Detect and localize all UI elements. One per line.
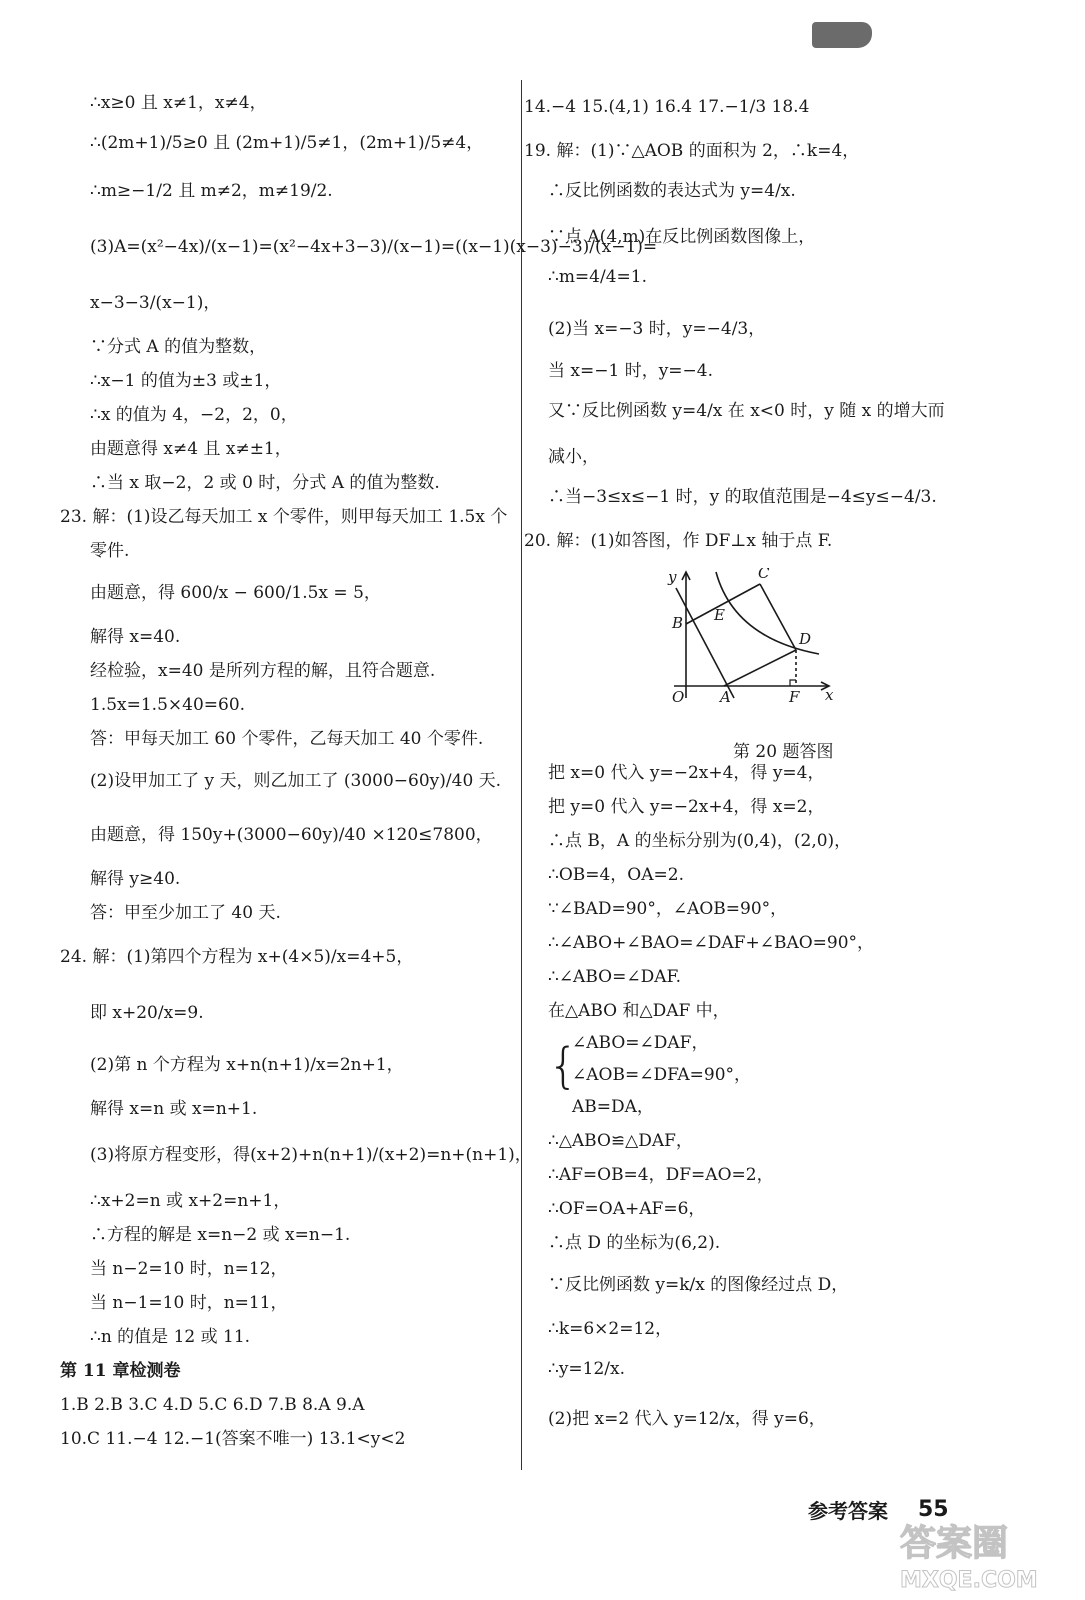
text-line: 又∵反比例函数 y=4/x 在 x<0 时，y 随 x 的增大而 <box>548 401 945 421</box>
text-line: 零件. <box>90 541 130 561</box>
text-line: ∴x 的值为 4，−2，2，0， <box>90 405 298 425</box>
text-line: AB=DA， <box>572 1097 654 1117</box>
column-divider <box>521 80 522 1470</box>
text-line: 由题意得 x≠4 且 x≠±1， <box>90 439 292 459</box>
text-line: ∴方程的解是 x=n−2 或 x=n−1. <box>90 1225 351 1245</box>
text-line: 在△ABO 和△DAF 中， <box>548 1001 730 1021</box>
label-f: F <box>789 688 800 706</box>
text-line: 解得 x=40. <box>90 627 181 647</box>
label-x: x <box>825 686 834 704</box>
text-line: ∴点 D 的坐标为(6,2). <box>548 1233 721 1253</box>
text-line: 把 y=0 代入 y=−2x+4，得 x=2， <box>548 797 825 817</box>
text-line: ∵分式 A 的值为整数， <box>90 337 267 357</box>
text-line: ∵∠BAD=90°，∠AOB=90°， <box>548 899 788 919</box>
geometry-figure <box>664 568 844 708</box>
question-20: 20. 解：(1)如答图，作 DF⊥x 轴于点 F. <box>524 531 833 551</box>
text-line: ∴x+2=n 或 x+2=n+1， <box>90 1191 291 1211</box>
text-line: ∴x≥0 且 x≠1，x≠4， <box>90 93 267 113</box>
answer-line: 1.B 2.B 3.C 4.D 5.C 6.D 7.B 8.A 9.A <box>60 1395 365 1415</box>
text-line: ∴△ABO≌△DAF， <box>548 1131 693 1151</box>
label-o: O <box>672 688 685 706</box>
text-line: 当 x=−1 时，y=−4. <box>548 361 714 381</box>
section-heading: 第 11 章检测卷 <box>60 1361 181 1381</box>
svg-text:答案圈: 答案圈 <box>900 1523 1009 1564</box>
text-line: ∴当 x 取−2，2 或 0 时，分式 A 的值为整数. <box>90 473 440 493</box>
label-d: D <box>799 630 812 648</box>
text-line: ∴反比例函数的表达式为 y=4/x. <box>548 181 796 201</box>
figure-caption: 第 20 题答图 <box>733 742 834 762</box>
text-line: x−3−3/(x−1)， <box>90 293 221 313</box>
text-line: ∴∠ABO=∠DAF. <box>548 967 682 987</box>
label-a: A <box>720 688 731 706</box>
text-line: ∴OF=OA+AF=6， <box>548 1199 706 1219</box>
page-number: 55 <box>918 1497 949 1522</box>
text-line: ∴(2m+1)/5≥0 且 (2m+1)/5≠1，(2m+1)/5≠4， <box>90 133 484 153</box>
text-line: ∵点 A(4,m)在反比例函数图像上， <box>548 227 816 247</box>
text-line: ∴当−3≤x≤−1 时，y 的取值范围是−4≤y≤−4/3. <box>548 487 937 507</box>
label-e: E <box>714 606 725 624</box>
label-c: C <box>758 568 770 582</box>
text-line: 解得 x=n 或 x=n+1. <box>90 1099 258 1119</box>
answer-line: 10.C 11.−4 12.−1(答案不唯一) 13.1<y<2 <box>60 1429 406 1449</box>
section-label: 参考答案 <box>808 1499 888 1523</box>
label-y: y <box>668 568 677 586</box>
label-b: B <box>672 614 684 632</box>
text-line: ∴点 B，A 的坐标分别为(0,4)，(2,0)， <box>548 831 852 851</box>
segment-cd <box>760 584 796 650</box>
text-line: ∴y=12/x. <box>548 1359 626 1379</box>
text-line: ∴m≥−1/2 且 m≠2，m≠19/2. <box>90 181 333 201</box>
text-line: ∠AOB=∠DFA=90°， <box>572 1065 752 1085</box>
right-angle-mark <box>790 680 796 686</box>
svg-text:MXQE.COM: MXQE.COM <box>900 1568 1038 1593</box>
text-line: 即 x+20/x=9. <box>90 1003 204 1023</box>
text-line: 答：甲至少加工了 40 天. <box>90 903 281 923</box>
text-line: (2)把 x=2 代入 y=12/x，得 y=6， <box>548 1409 826 1429</box>
text-line: (2)当 x=−3 时，y=−4/3， <box>548 319 766 339</box>
answer-line: 14.−4 15.(4,1) 16.4 17.−1/3 18.4 <box>524 97 810 117</box>
text-line: (2)第 n 个方程为 x+n(n+1)/x=2n+1， <box>90 1055 404 1075</box>
question-24: 24. 解：(1)第四个方程为 x+(4×5)/x=4+5， <box>60 947 414 967</box>
text-line: ∴∠ABO+∠BAO=∠DAF+∠BAO=90°， <box>548 933 875 953</box>
line-ab <box>676 588 734 698</box>
text-line: ∴x−1 的值为±3 或±1， <box>90 371 282 391</box>
text-line: 由题意，得 150y+(3000−60y)/40 ×120≤7800， <box>90 825 493 845</box>
watermark-logo <box>890 1515 1070 1595</box>
text-line: (2)设甲加工了 y 天，则乙加工了 (3000−60y)/40 天. <box>90 771 502 791</box>
question-23: 23. 解：(1)设乙每天加工 x 个零件，则甲每天加工 1.5x 个 <box>60 507 508 527</box>
text-line: 由题意，得 600/x − 600/1.5x = 5， <box>90 583 381 603</box>
text-line: 当 n−2=10 时，n=12， <box>90 1259 288 1279</box>
text-line: ∴OB=4，OA=2. <box>548 865 684 885</box>
text-line: 1.5x=1.5×40=60. <box>90 695 246 715</box>
text-line: 答：甲每天加工 60 个零件，乙每天加工 40 个零件. <box>90 729 484 749</box>
system-brace: { <box>548 1038 579 1094</box>
question-19: 19. 解：(1)∵△AOB 的面积为 2，∴k=4， <box>524 141 860 161</box>
page-corner-tab <box>812 22 872 48</box>
text-line: 减小， <box>548 447 599 467</box>
text-line: ∴k=6×2=12， <box>548 1319 673 1339</box>
text-line: ∠ABO=∠DAF， <box>572 1033 709 1053</box>
text-line: (3)将原方程变形，得(x+2)+n(n+1)/(x+2)=n+(n+1)， <box>90 1145 532 1165</box>
segment-da <box>724 650 796 686</box>
text-line: ∴n 的值是 12 或 11. <box>90 1327 251 1347</box>
text-line: 解得 y≥40. <box>90 869 181 889</box>
text-line: ∵反比例函数 y=k/x 的图像经过点 D， <box>548 1275 849 1295</box>
text-line: 当 n−1=10 时，n=11， <box>90 1293 288 1313</box>
text-line: ∴AF=OB=4，DF=AO=2， <box>548 1165 774 1185</box>
text-line: 经检验，x=40 是所列方程的解，且符合题意. <box>90 661 436 681</box>
text-line: ∴m=4/4=1. <box>548 267 648 287</box>
text-line: (3)A=(x²−4x)/(x−1)=(x²−4x+3−3)/(x−1)=((x−1)(x−3)−3)/(x−1)= <box>90 237 658 257</box>
text-line: 把 x=0 代入 y=−2x+4，得 y=4， <box>548 763 825 783</box>
